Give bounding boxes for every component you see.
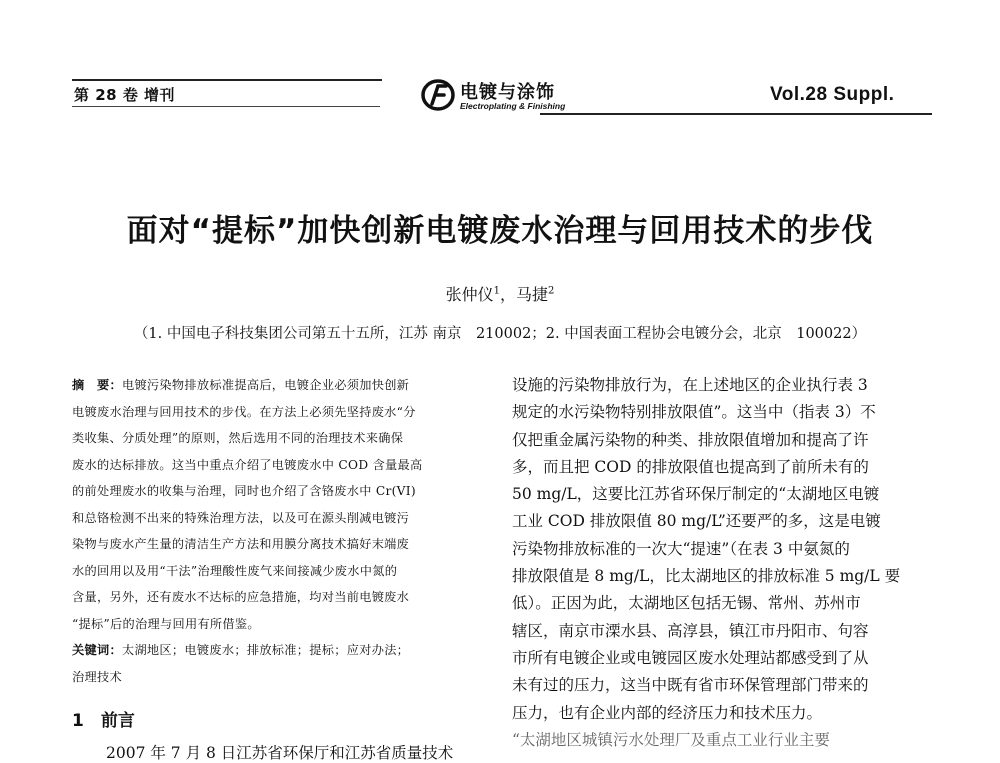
body-line: 50 mg/L，这要比江苏省环保厅制定的“太湖地区电镀 — [512, 485, 880, 504]
keywords-label: 关键词： — [72, 643, 122, 657]
abstract-line: “提标”后的治理与回用有所借鉴。 — [72, 616, 260, 631]
body-line: 低）。正因为此，太湖地区包括无锡、常州、苏州市 — [512, 594, 861, 613]
abstract-line: 染物与废水产生量的清洁生产方法和用膜分离技术搞好末端废 — [72, 537, 410, 551]
body-line: 仅把重金属污染物的种类、排放限值增加和提高了许 — [512, 430, 869, 449]
abstract-line: 水的回用以及用“干法”治理酸性废气来间接减少废水中氮的 — [72, 563, 398, 578]
journal-volume-right: Vol.28 Suppl. — [770, 84, 895, 105]
author-2-affil: 2 — [548, 285, 555, 297]
abstract-line: 电镀废水治理与回用技术的步伐。在方法上必须先坚持废水“分 — [72, 404, 416, 419]
abstract-line: 含量，另外，还有废水不达标的应急措施，均对当前电镀废水 — [72, 590, 410, 604]
body-line: 辖区，南京市溧水县、高淳县，镇江市丹阳市、句容 — [512, 621, 869, 640]
body-line: 污染物排放标准的一次大“提速”（在表 3 中氨氮的 — [512, 539, 850, 558]
body-column-right — [512, 372, 936, 754]
keywords-line: 治理技术 — [72, 669, 122, 684]
body-line: 多，而且把 COD 的排放限值也提高到了前所未有的 — [512, 457, 869, 476]
author-separator: ， — [499, 285, 516, 304]
author-1: 张仲仪 — [445, 285, 494, 304]
section-heading: 1 前言 — [72, 711, 135, 731]
intro-paragraph: 2007 年 7 月 8 日江苏省环保厅和江苏省质量技术 — [106, 744, 454, 762]
body-line: 未有过的压力，这当中既有省市环保管理部门带来的 — [512, 676, 869, 695]
body-line: 工业 COD 排放限值 80 mg/L”还要严的多，这是电镀 — [512, 512, 881, 531]
keywords-line — [72, 637, 492, 664]
abstract-line: 的前处理废水的收集与治理，同时也介绍了含铬废水中 Cr(VI) — [72, 484, 416, 498]
abstract-column — [72, 372, 492, 690]
header-rule-top — [72, 79, 382, 81]
journal-logo — [420, 78, 620, 118]
abstract-text: 电镀污染物排放标准提高后，电镀企业必须加快创新 — [121, 378, 410, 392]
journal-logo-icon — [420, 78, 456, 112]
author-2: 马捷 — [516, 285, 549, 304]
affiliations: （1. 中国电子科技集团公司第五十五所，江苏 南京 210002；2. 中国表面工程协会电镀分会，北京 100022） — [133, 326, 867, 342]
abstract-line — [72, 372, 492, 399]
article-title: 面对“提标”加快创新电镀废水治理与回用技术的步伐 — [126, 213, 874, 249]
journal-name-en: Electroplating & Finishing — [460, 101, 566, 111]
abstract-line: 和总铬检测不出来的特殊治理方法，以及可在源头削减电镀污 — [72, 510, 410, 525]
abstract-label: 摘 要： — [72, 378, 122, 392]
body-line: 规定的水污染物特别排放限值”。这当中（指表 3）不 — [512, 403, 876, 422]
header-rule-bottom — [72, 106, 380, 107]
journal-name-cn: 电镀与涂饰 — [460, 82, 555, 103]
body-line: 排放限值是 8 mg/L，比太湖地区的排放标准 5 mg/L 要 — [512, 567, 901, 586]
body-line: 设施的污染物排放行为，在上述地区的企业执行表 3 — [512, 376, 868, 394]
body-line: 压力，也有企业内部的经济压力和技术压力。 — [512, 703, 823, 722]
body-line: “太湖地区城镇污水处理厂及重点工业行业主要 — [512, 730, 830, 749]
header-rule-right — [540, 113, 932, 115]
authors — [0, 282, 1000, 305]
abstract-line: 废水的达标排放。这当中重点介绍了电镀废水中 COD 含量最高 — [72, 457, 423, 472]
keywords-text: 太湖地区；电镀废水；排放标准；提标；应对办法； — [121, 643, 410, 657]
abstract-line: 类收集、分质处理”的原则，然后选用不同的治理技术来确保 — [72, 431, 404, 445]
author-1-affil: 1 — [493, 285, 500, 297]
body-line: 市所有电镀企业或电镀园区废水处理站都感受到了从 — [512, 648, 869, 667]
journal-issue-left: 第 28 卷 增刊 — [74, 86, 176, 104]
